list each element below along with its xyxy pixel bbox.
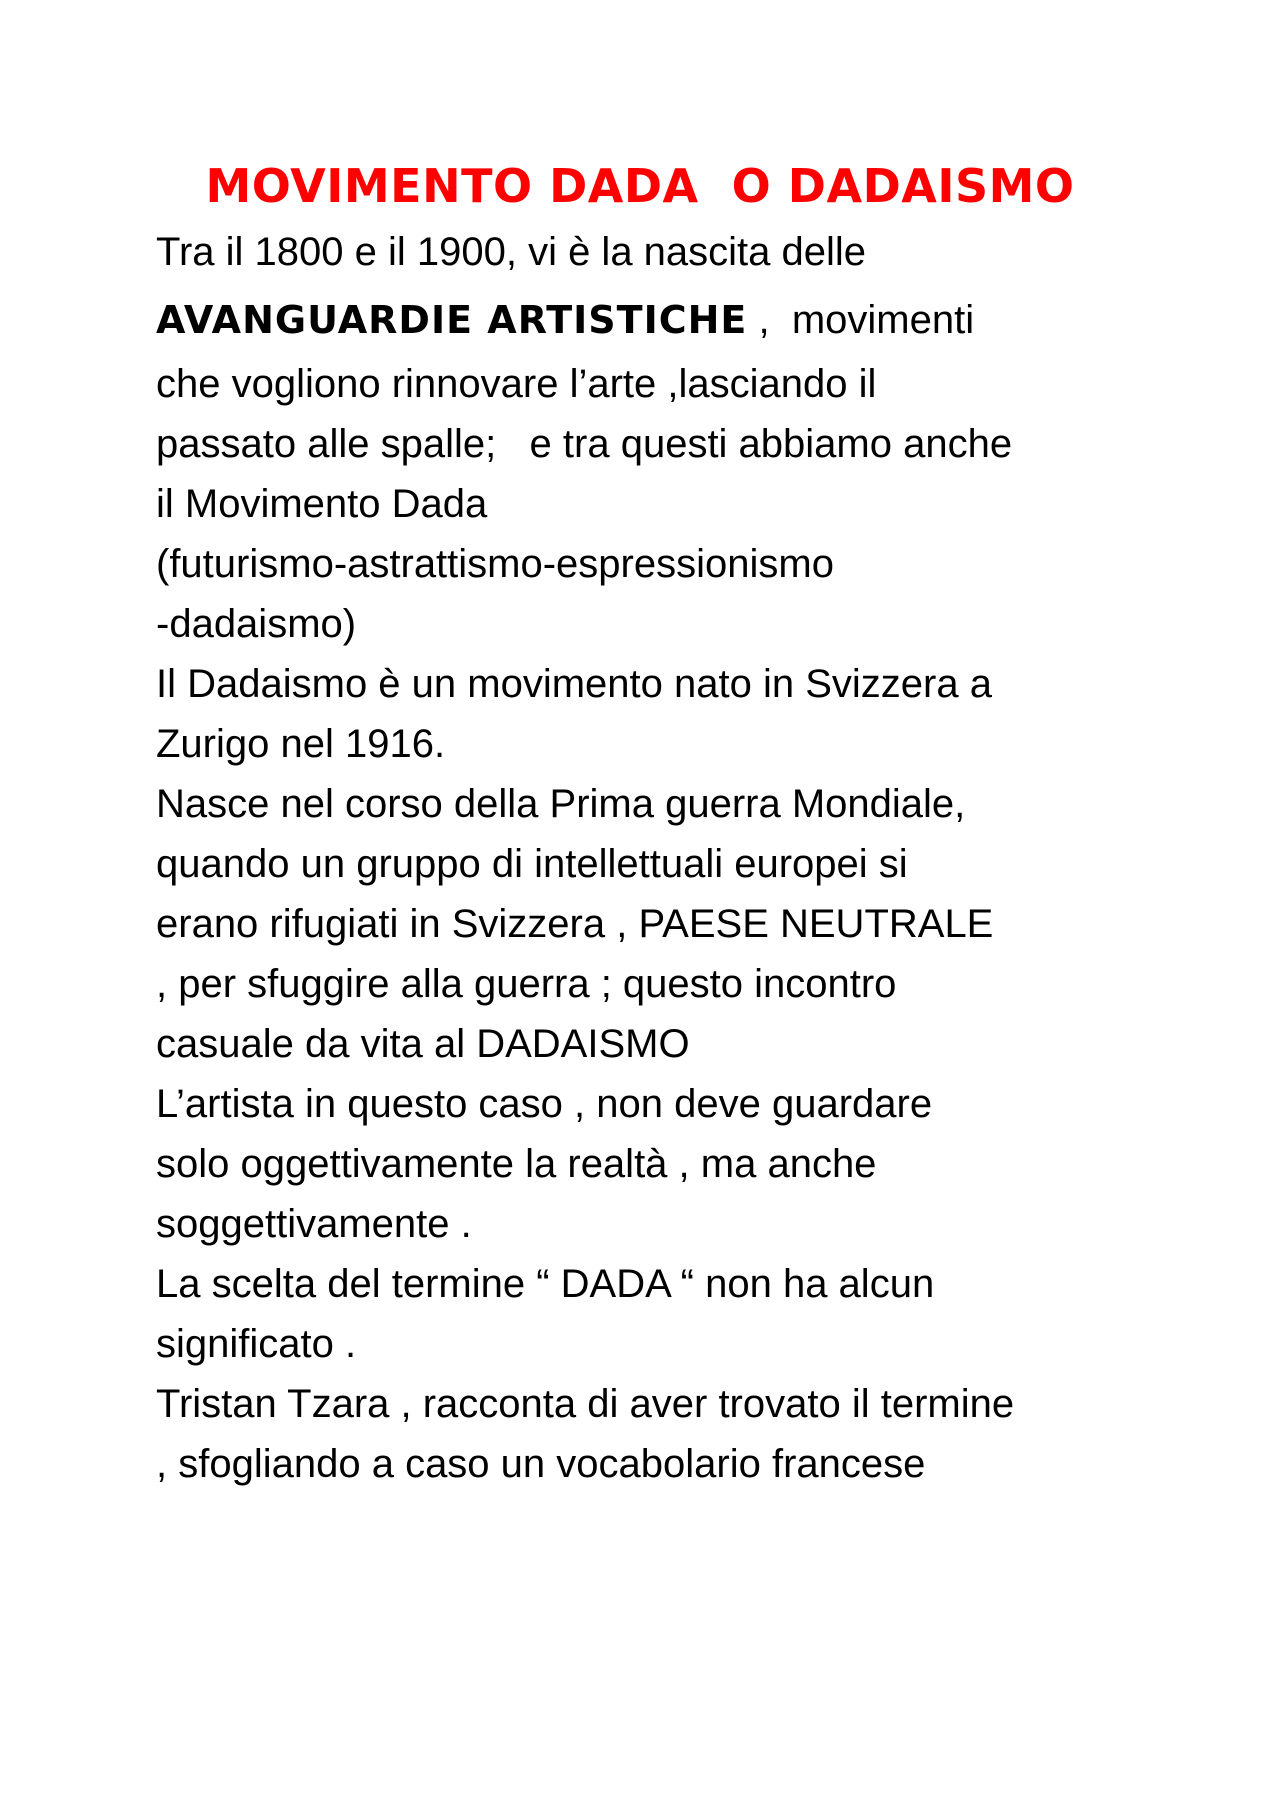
text-line-6: (futurismo-astrattismo-espressionismo [156, 542, 834, 586]
avanguardie-artistiche-term: AVANGUARDIE ARTISTICHE [156, 298, 748, 342]
text-line-16: solo oggettivamente la realtà , ma anche [156, 1142, 877, 1186]
text-line-10: Nasce nel corso della Prima guerra Mondiale, [156, 782, 966, 826]
text-line-17: soggettivamente . [156, 1202, 472, 1246]
text-line-2-rest: , movimenti [747, 298, 975, 342]
text-line-12: erano rifugiati in Svizzera , PAESE NEUTRALE [156, 902, 994, 946]
text-line-20: Tristan Tzara , racconta di aver trovato il termine [156, 1382, 1015, 1426]
text-line-9: Zurigo nel 1916. [156, 722, 446, 766]
text-line-8: Il Dadaismo è un movimento nato in Svizzera a [156, 662, 992, 706]
text-line-7: -dadaismo) [156, 602, 357, 646]
text-line-14: casuale da vita al DADAISMO [156, 1022, 690, 1066]
text-line-13: , per sfuggire alla guerra ; questo incontro [156, 962, 897, 1006]
text-line-11: quando un gruppo di intellettuali europei si [156, 842, 908, 886]
text-line-18: La scelta del termine “ DADA “ non ha alcun [156, 1262, 935, 1306]
text-line-5: il Movimento Dada [156, 482, 488, 526]
text-line-19: significato . [156, 1322, 357, 1366]
text-line-3: che vogliono rinnovare l’arte ,lasciando il [156, 362, 877, 406]
text-line-15: L’artista in questo caso , non deve guardare [156, 1082, 933, 1126]
text-line-21: , sfogliando a caso un vocabolario francese [156, 1442, 926, 1486]
text-line-4: passato alle spalle; e tra questi abbiamo anche [156, 422, 1013, 466]
document-title: MOVIMENTO DADA O DADAISMO [205, 159, 1075, 213]
text-line-2 [156, 296, 974, 344]
text-line-1: Tra il 1800 e il 1900, vi è la nascita delle [156, 230, 867, 274]
